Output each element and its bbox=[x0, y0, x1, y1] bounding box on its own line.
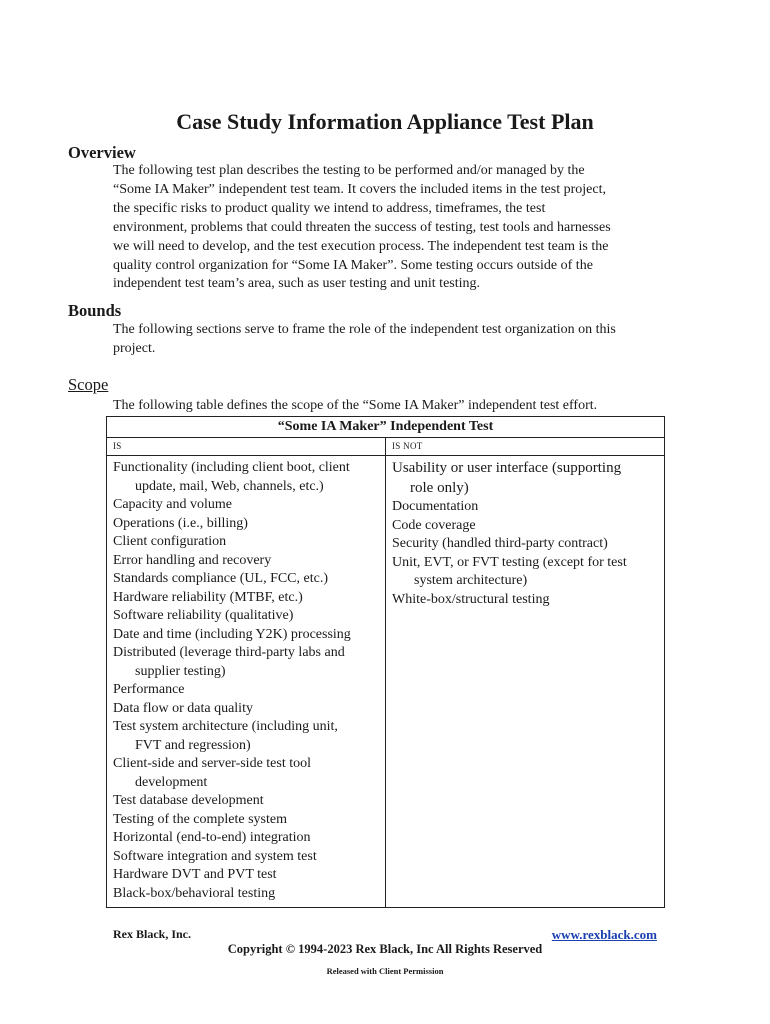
scope-list-item-line: Performance bbox=[113, 682, 185, 697]
scope-list-item-line: Standards compliance (UL, FCC, etc.) bbox=[113, 571, 329, 586]
column-header-is: IS bbox=[107, 438, 386, 456]
scope-list-item-line: Software integration and system test bbox=[113, 848, 317, 864]
scope-list-item-line: Hardware DVT and PVT test bbox=[113, 867, 277, 882]
footer-copyright: Copyright © 1994-2023 Rex Black, Inc All Rights Reserved bbox=[227, 942, 543, 956]
scope-list-item-line: update, mail, Web, channels, etc.) bbox=[135, 478, 324, 494]
overview-line: the specific risks to product quality we intend to address, timeframes, the test bbox=[113, 200, 546, 216]
scope-list-item bbox=[113, 496, 381, 515]
scope-list-item-line: Client-side and server-side test tool bbox=[113, 756, 312, 771]
overview-line: we will need to develop, and the test execution process. The independent test team is the bbox=[113, 238, 609, 254]
scope-list-item bbox=[113, 459, 381, 496]
scope-list-item-line: system architecture) bbox=[414, 573, 528, 588]
scope-list-item bbox=[113, 681, 381, 700]
scope-list-item bbox=[113, 589, 381, 608]
scope-list-item-line: Date and time (including Y2K) processing bbox=[113, 626, 351, 642]
scope-list-item-line: FVT and regression) bbox=[135, 737, 251, 753]
overview-line: The following test plan describes the testing to be performed and/or managed by the bbox=[113, 163, 585, 178]
scope-table-caption: “Some IA Maker” Independent Test bbox=[107, 417, 665, 438]
scope-list-item bbox=[392, 517, 660, 536]
scope-list-item-line: Functionality (including client boot, client bbox=[113, 460, 350, 475]
scope-list-item-line: Security (handled third-party contract) bbox=[392, 536, 608, 551]
footer-company: Rex Black, Inc. bbox=[113, 927, 191, 941]
scope-list-item-line: supplier testing) bbox=[135, 663, 226, 679]
scope-list-item bbox=[113, 626, 381, 645]
scope-list-item-line: Testing of the complete system bbox=[113, 811, 287, 827]
overview-line: environment, problems that could threaten the success of testing, test tools and harnesses bbox=[113, 219, 611, 235]
footer-website-link[interactable]: www.rexblack.com bbox=[551, 927, 657, 942]
scope-list-item-line: Distributed (leverage third-party labs and bbox=[113, 645, 345, 660]
is-items-cell bbox=[107, 456, 386, 908]
scope-list-item bbox=[392, 535, 660, 554]
scope-list-item bbox=[113, 848, 381, 867]
scope-list-item bbox=[113, 570, 381, 589]
scope-list-item-line: role only) bbox=[410, 479, 469, 496]
column-header-is-not: IS NOT bbox=[386, 438, 665, 456]
bounds-heading: Bounds bbox=[68, 301, 122, 320]
scope-list-item bbox=[113, 755, 381, 792]
scope-list-item-line: Code coverage bbox=[392, 517, 476, 533]
scope-list-item bbox=[113, 515, 381, 534]
scope-table bbox=[106, 416, 665, 908]
overview-line: “Some IA Maker” independent test team. It covers the included items in the test project, bbox=[113, 181, 606, 197]
overview-paragraph bbox=[113, 162, 661, 294]
scope-list-item-line: Unit, EVT, or FVT testing (except for test bbox=[392, 554, 627, 570]
scope-list-item-line: White-box/structural testing bbox=[392, 591, 550, 607]
overview-line: independent test team’s area, such as user testing and unit testing. bbox=[113, 276, 481, 292]
scope-list-item bbox=[113, 700, 381, 719]
page-title: Case Study Information Appliance Test Plan bbox=[176, 109, 594, 134]
scope-intro bbox=[113, 397, 661, 416]
scope-list-item bbox=[113, 885, 381, 904]
scope-list-item bbox=[392, 498, 660, 517]
scope-list-item-line: Documentation bbox=[392, 499, 479, 514]
scope-list-item-line: Test system architecture (including unit, bbox=[113, 719, 338, 734]
scope-list-item-line: Hardware reliability (MTBF, etc.) bbox=[113, 589, 303, 605]
scope-list-item-line: Data flow or data quality bbox=[113, 700, 253, 716]
scope-list-item bbox=[392, 554, 660, 591]
scope-list-item bbox=[113, 866, 381, 885]
scope-list-item bbox=[113, 644, 381, 681]
scope-list-item-line: Client configuration bbox=[113, 534, 227, 549]
bounds-line: project. bbox=[113, 340, 156, 356]
scope-list-item-line: Usability or user interface (supporting bbox=[392, 460, 622, 476]
overview-heading: Overview bbox=[68, 143, 136, 162]
scope-list-item-line: development bbox=[135, 774, 208, 790]
scope-list-item-line: Software reliability (qualitative) bbox=[113, 608, 294, 623]
footer-released: Released with Client Permission bbox=[326, 966, 444, 976]
scope-list-item bbox=[392, 459, 660, 498]
scope-intro-line: The following table defines the scope of the “Some IA Maker” independent test effort. bbox=[113, 398, 598, 413]
scope-list-item bbox=[113, 607, 381, 626]
bounds-line: The following sections serve to frame the role of the independent test organization on this bbox=[113, 322, 616, 337]
scope-list-item bbox=[113, 552, 381, 571]
is-not-items-cell bbox=[386, 456, 665, 908]
scope-list-item-line: Test database development bbox=[113, 793, 264, 808]
scope-list-item-line: Operations (i.e., billing) bbox=[113, 515, 248, 531]
scope-list-item-line: Error handling and recovery bbox=[113, 552, 272, 568]
scope-list-item-line: Black-box/behavioral testing bbox=[113, 885, 276, 901]
scope-list-item-line: Capacity and volume bbox=[113, 497, 232, 512]
scope-list-item bbox=[113, 811, 381, 830]
scope-list-item bbox=[392, 591, 660, 610]
scope-list-item-line: Horizontal (end-to-end) integration bbox=[113, 830, 311, 845]
scope-list-item bbox=[113, 829, 381, 848]
bounds-paragraph bbox=[113, 321, 661, 359]
scope-list-item bbox=[113, 718, 381, 755]
scope-list-item bbox=[113, 792, 381, 811]
scope-list-item bbox=[113, 533, 381, 552]
overview-line: quality control organization for “Some IA Maker”. Some testing occurs outside of the bbox=[113, 257, 593, 273]
scope-heading: Scope bbox=[68, 375, 109, 394]
